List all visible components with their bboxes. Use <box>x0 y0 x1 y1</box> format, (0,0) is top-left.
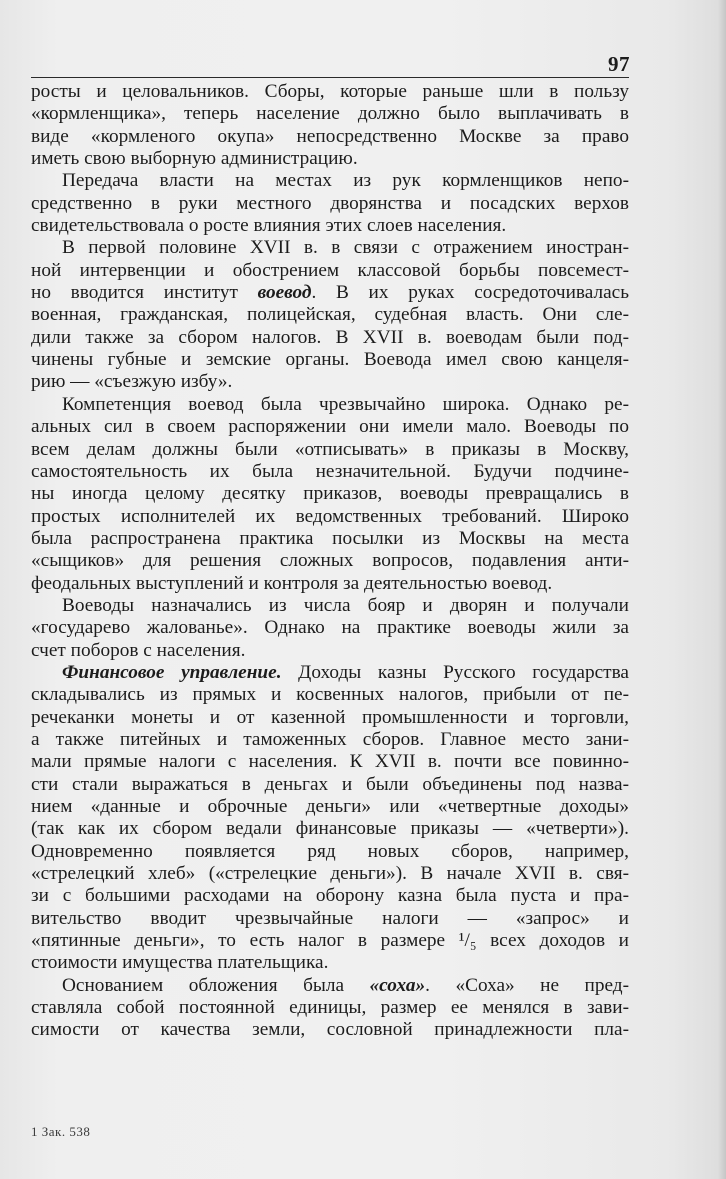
text-fragment: . «Соха» не пред- <box>425 974 630 996</box>
text-line: чинены губные и земские органы. Воевода имел свою канцеля- <box>31 349 629 371</box>
term-finance: Финансовое управление. <box>62 661 282 683</box>
text-fragment: . В их руках сосредоточивалась <box>311 282 630 304</box>
text-line: альных сил в своем распоряжении они имели мало. Воеводы по <box>31 416 629 438</box>
text-line: свидетельствовала о росте влияния этих слоев населения. <box>31 215 507 237</box>
text-line: сти стали выражаться в деньгах и были объединены под назва- <box>31 773 629 795</box>
text-line: виде «кормленого окупа» непосредственно Москве за право <box>31 125 629 147</box>
text-line: В первой половине XVII в. в связи с отражением иностран- <box>62 237 629 259</box>
text-line: простых исполнителей их ведомственных требований. Широко <box>31 505 629 527</box>
text-line: ставляла собой постоянной единицы, размер ее менялся в зави- <box>31 997 629 1019</box>
text-line: росты и целовальников. Сборы, которые раньше шли в пользу <box>31 81 629 102</box>
text-line: Компетенция воевод была чрезвычайно широка. Однако ре- <box>62 393 629 415</box>
page-edge-shadow <box>718 0 726 1179</box>
text-line: иметь свою выборную администрацию. <box>31 148 358 170</box>
text-line: Одновременно появляется ряд новых сборов, например, <box>31 840 629 862</box>
text-fragment: но вводится институт <box>31 282 238 304</box>
text-line: «сыщиков» для решения сложных вопросов, подавления анти- <box>31 550 629 572</box>
text-line: феодальных выступлений и контроля за деятельностью воевод. <box>31 572 553 594</box>
page-number: 97 <box>608 52 630 76</box>
text-line: средственно в руки местного дворянства и посадских верхов <box>31 192 629 214</box>
text-line: а также питейных и таможенных сборов. Главное место зани- <box>31 728 629 750</box>
text-line: самостоятельность их была незначительной. Будучи подчине- <box>31 460 629 482</box>
text-line: Воеводы назначались из числа бояр и дворян и получали <box>62 594 629 616</box>
text-line-with-term <box>31 662 629 684</box>
text-line: всем делам должны были «отписывать» в приказы в Москву, <box>31 438 629 460</box>
term-voevod: воевод <box>257 282 312 304</box>
text-line: ны иногда целому десятку приказов, воеводы превращались в <box>31 483 629 505</box>
text-line: рию — «съезжую избу». <box>31 371 233 393</box>
text-line: мали прямые налоги с населения. К XVII в. почти все повинно- <box>31 751 629 773</box>
text-line: «пятинные деньги», то есть налог в размере ¹/₅ всех доходов и <box>31 930 629 952</box>
text-line: вительство вводит чрезвычайные налоги — «запрос» и <box>31 907 629 929</box>
text-line: ной интервенции и обострением классовой борьбы повсемест- <box>31 259 629 281</box>
text-line: дили также за сбором налогов. В XVII в. воеводам были под- <box>31 326 629 348</box>
header-rule <box>31 77 629 78</box>
text-line: «кормленщика», теперь население должно было выплачивать в <box>31 103 629 125</box>
text-line: «стрелецкий хлеб» («стрелецкие деньги»). В начале XVII в. свя- <box>31 863 629 885</box>
term-soha: «соха» <box>369 974 426 996</box>
text-line-with-term <box>31 975 629 997</box>
text-fragment: Основанием обложения была <box>62 974 345 996</box>
printer-signature: 1 Зак. 538 <box>31 1124 91 1139</box>
text-line-with-term <box>31 282 629 304</box>
text-line: счет поборов с населения. <box>31 639 246 661</box>
text-fragment: Доходы казны Русского государства <box>281 661 629 683</box>
body-text <box>31 81 629 1042</box>
text-line: складывались из прямых и косвенных налогов, прибыли от пе- <box>31 684 629 706</box>
text-line: симости от качества земли, сословной принадлежности пла- <box>31 1019 629 1041</box>
text-line: нием «данные и оброчные деньги» или «четвертные доходы» <box>31 796 629 817</box>
text-line: Передача власти на местах из рук кормленщиков непо- <box>62 170 629 192</box>
text-line: «государево жалованье». Однако на практике воеводы жили за <box>31 617 629 639</box>
text-line: стоимости имущества плательщика. <box>31 952 329 974</box>
text-line: речеканки монеты и от казенной промышленности и торговли, <box>31 706 629 728</box>
text-line: зи с большими расходами на оборону казна была пуста и пра- <box>31 885 629 907</box>
text-line: военная, гражданская, полицейская, судебная власть. Они сле- <box>31 304 629 326</box>
text-line: (так как их сбором ведали финансовые приказы — «четверти»). <box>31 818 629 840</box>
text-line: была распространена практика посылки из Москвы на места <box>31 527 629 549</box>
